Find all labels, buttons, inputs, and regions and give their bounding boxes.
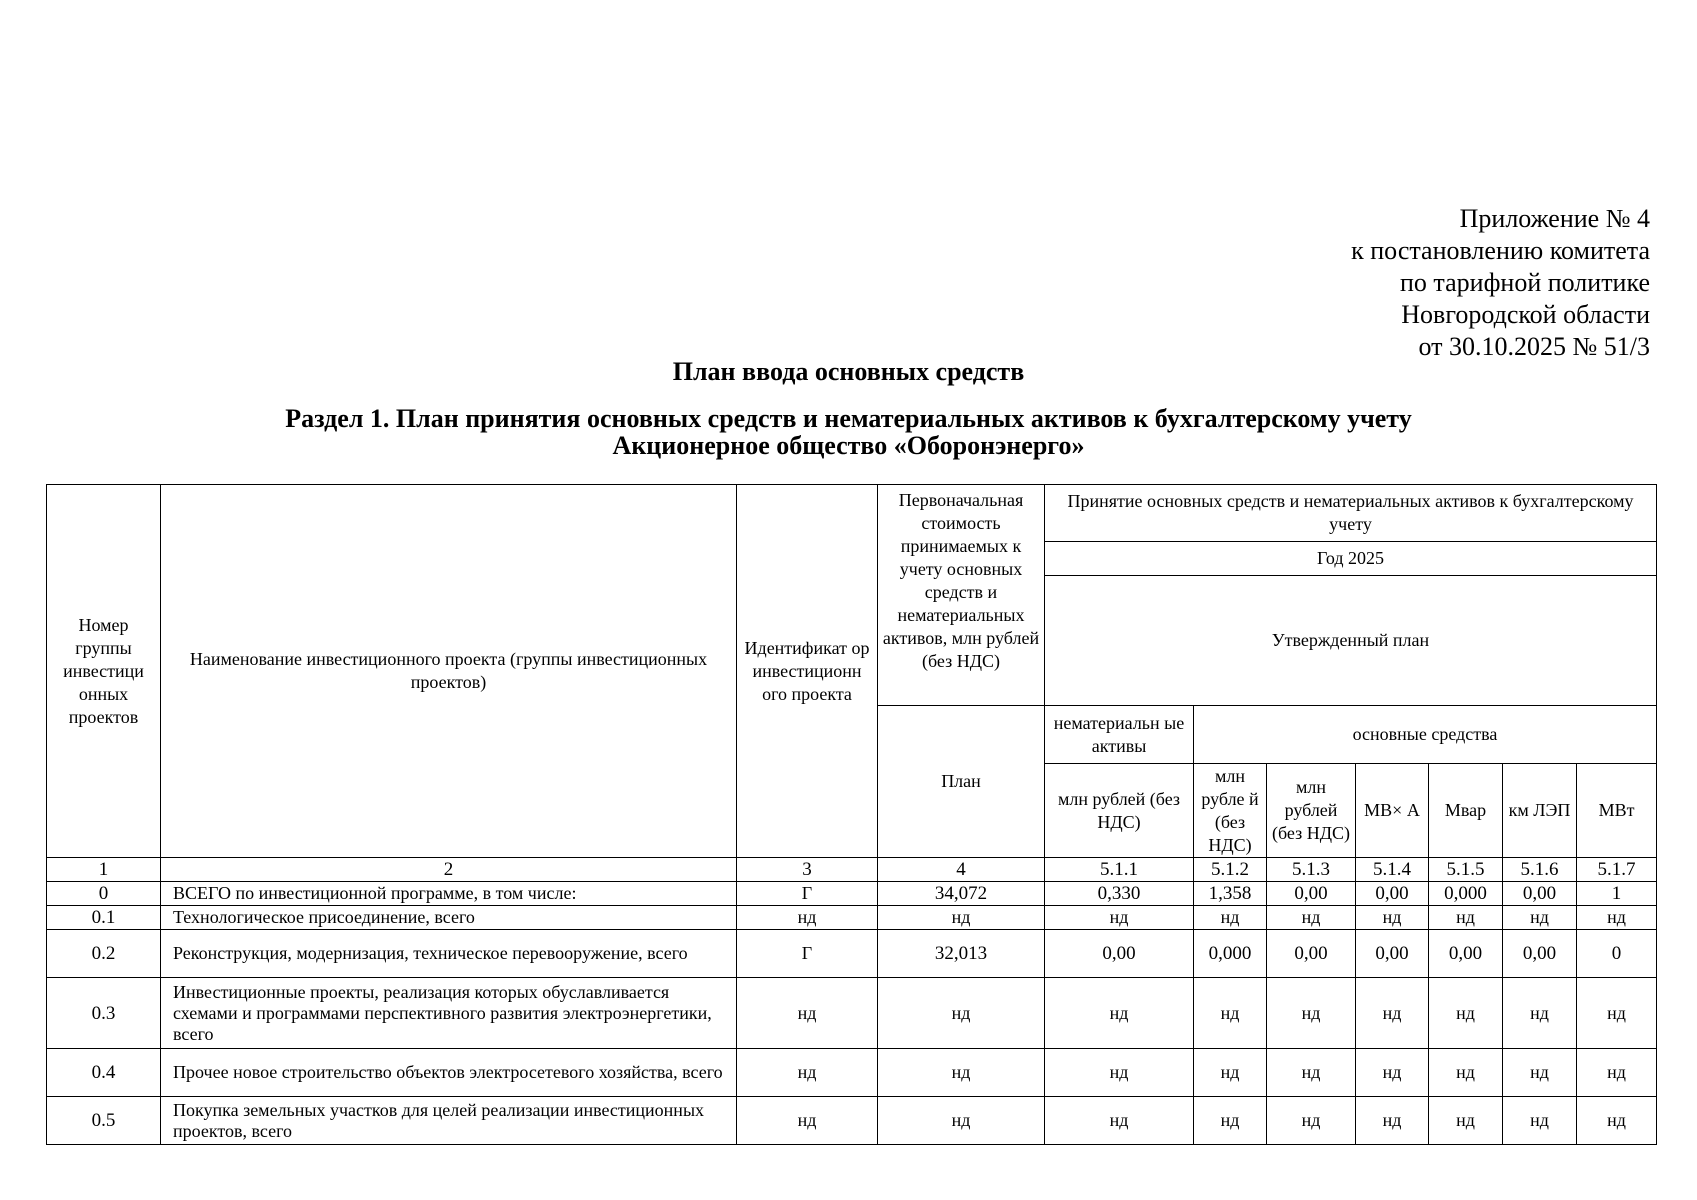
project-identifier: нд bbox=[737, 1097, 878, 1145]
value-5-1-7: 1 bbox=[1577, 882, 1657, 906]
appendix-note bbox=[1351, 203, 1650, 363]
header-project-name: Наименование инвестиционного проекта (группы инвестиционных проектов) bbox=[161, 485, 737, 858]
value-5-1-1: 0,00 bbox=[1045, 930, 1194, 978]
project-identifier: Г bbox=[737, 882, 878, 906]
value-5-1-5: нд bbox=[1429, 1097, 1503, 1145]
value-5-1-5: 0,000 bbox=[1429, 882, 1503, 906]
value-5-1-3: нд bbox=[1267, 1097, 1356, 1145]
value-5-1-6: нд bbox=[1503, 978, 1577, 1049]
value-5-1-6: 0,00 bbox=[1503, 882, 1577, 906]
initial-cost: 34,072 bbox=[878, 882, 1045, 906]
header-unit-km: км ЛЭП bbox=[1503, 764, 1577, 858]
column-number-row bbox=[47, 858, 1657, 882]
value-5-1-5: нд bbox=[1429, 1049, 1503, 1097]
header-year: Год 2025 bbox=[1045, 542, 1657, 576]
value-5-1-3: нд bbox=[1267, 1049, 1356, 1097]
value-5-1-1: нд bbox=[1045, 906, 1194, 930]
column-number: 5.1.6 bbox=[1503, 858, 1577, 882]
column-number: 1 bbox=[47, 858, 161, 882]
header-unit-fixed-rub-2: млн рублей (без НДС) bbox=[1267, 764, 1356, 858]
initial-cost: нд bbox=[878, 978, 1045, 1049]
header-approved-plan: Утвержденный план bbox=[1045, 576, 1657, 706]
row-number: 0.5 bbox=[47, 1097, 161, 1145]
header-fixed-assets: основные средства bbox=[1194, 706, 1657, 764]
project-identifier: Г bbox=[737, 930, 878, 978]
value-5-1-4: 0,00 bbox=[1356, 930, 1429, 978]
appendix-line-4: Новгородской области bbox=[1401, 300, 1650, 329]
value-5-1-4: 0,00 bbox=[1356, 882, 1429, 906]
column-number: 5.1.1 bbox=[1045, 858, 1194, 882]
header-unit-fixed-rub-1: млн рубле й (без НДС) bbox=[1194, 764, 1267, 858]
table-row bbox=[47, 1097, 1657, 1145]
value-5-1-7: нд bbox=[1577, 978, 1657, 1049]
value-5-1-7: нд bbox=[1577, 1049, 1657, 1097]
column-number: 5.1.2 bbox=[1194, 858, 1267, 882]
initial-cost: 32,013 bbox=[878, 930, 1045, 978]
value-5-1-3: нд bbox=[1267, 906, 1356, 930]
row-number: 0.1 bbox=[47, 906, 161, 930]
column-number: 4 bbox=[878, 858, 1045, 882]
fixed-assets-plan-table bbox=[46, 484, 1657, 1145]
value-5-1-2: нд bbox=[1194, 906, 1267, 930]
row-number: 0.2 bbox=[47, 930, 161, 978]
value-5-1-2: 1,358 bbox=[1194, 882, 1267, 906]
header-unit-mw: МВт bbox=[1577, 764, 1657, 858]
appendix-line-5: от 30.10.2025 № 51/3 bbox=[1418, 332, 1650, 361]
value-5-1-1: нд bbox=[1045, 1097, 1194, 1145]
header-plan: План bbox=[878, 706, 1045, 858]
value-5-1-2: 0,000 bbox=[1194, 930, 1267, 978]
project-identifier: нд bbox=[737, 1049, 878, 1097]
value-5-1-4: нд bbox=[1356, 978, 1429, 1049]
organization-name: Акционерное общество «Оборонэнерго» bbox=[612, 431, 1085, 460]
column-number: 5.1.5 bbox=[1429, 858, 1503, 882]
column-number: 5.1.4 bbox=[1356, 858, 1429, 882]
table-row bbox=[47, 906, 1657, 930]
project-identifier: нд bbox=[737, 906, 878, 930]
header-unit-mva: МВ× А bbox=[1356, 764, 1429, 858]
row-number: 0.4 bbox=[47, 1049, 161, 1097]
project-name: Инвестиционные проекты, реализация которых обуславливается схемами и программами перспективного развития электроэнергетики, всего bbox=[161, 978, 737, 1049]
value-5-1-3: нд bbox=[1267, 978, 1356, 1049]
section-title: Раздел 1. План принятия основных средств и нематериальных активов к бухгалтерскому учету bbox=[285, 404, 1412, 433]
value-5-1-1: нд bbox=[1045, 978, 1194, 1049]
appendix-line-1: Приложение № 4 bbox=[1459, 204, 1650, 233]
value-5-1-7: нд bbox=[1577, 1097, 1657, 1145]
value-5-1-5: 0,00 bbox=[1429, 930, 1503, 978]
value-5-1-7: нд bbox=[1577, 906, 1657, 930]
project-identifier: нд bbox=[737, 978, 878, 1049]
table-row bbox=[47, 930, 1657, 978]
value-5-1-4: нд bbox=[1356, 1049, 1429, 1097]
value-5-1-1: нд bbox=[1045, 1049, 1194, 1097]
value-5-1-4: нд bbox=[1356, 906, 1429, 930]
column-number: 2 bbox=[161, 858, 737, 882]
value-5-1-3: 0,00 bbox=[1267, 882, 1356, 906]
column-number: 5.1.7 bbox=[1577, 858, 1657, 882]
value-5-1-2: нд bbox=[1194, 978, 1267, 1049]
appendix-line-3: по тарифной политике bbox=[1400, 268, 1650, 297]
header-unit-intangible-rub: млн рублей (без НДС) bbox=[1045, 764, 1194, 858]
value-5-1-2: нд bbox=[1194, 1049, 1267, 1097]
header-acceptance: Принятие основных средств и нематериальных активов к бухгалтерскому учету bbox=[1045, 485, 1657, 542]
project-name: Покупка земельных участков для целей реализации инвестиционных проектов, всего bbox=[161, 1097, 737, 1145]
row-number: 0 bbox=[47, 882, 161, 906]
value-5-1-6: нд bbox=[1503, 906, 1577, 930]
header-intangible-assets: нематериальн ые активы bbox=[1045, 706, 1194, 764]
initial-cost: нд bbox=[878, 906, 1045, 930]
value-5-1-1: 0,330 bbox=[1045, 882, 1194, 906]
column-number: 3 bbox=[737, 858, 878, 882]
header-initial-cost: Первоначальная стоимость принимаемых к учету основных средств и нематериальных активов, млн рублей (без НДС) bbox=[878, 485, 1045, 706]
value-5-1-6: 0,00 bbox=[1503, 930, 1577, 978]
header-identifier: Идентификат ор инвестиционн ого проекта bbox=[737, 485, 878, 858]
initial-cost: нд bbox=[878, 1097, 1045, 1145]
value-5-1-6: нд bbox=[1503, 1049, 1577, 1097]
value-5-1-5: нд bbox=[1429, 978, 1503, 1049]
header-group-number: Номер группы инвестици онных проектов bbox=[47, 485, 161, 858]
document-title: План ввода основных средств bbox=[672, 357, 1025, 386]
value-5-1-7: 0 bbox=[1577, 930, 1657, 978]
value-5-1-4: нд bbox=[1356, 1097, 1429, 1145]
value-5-1-6: нд bbox=[1503, 1097, 1577, 1145]
project-name: Прочее новое строительство объектов электросетевого хозяйства, всего bbox=[161, 1049, 737, 1097]
initial-cost: нд bbox=[878, 1049, 1045, 1097]
table-row bbox=[47, 882, 1657, 906]
column-number: 5.1.3 bbox=[1267, 858, 1356, 882]
table-row bbox=[47, 978, 1657, 1049]
row-number: 0.3 bbox=[47, 978, 161, 1049]
appendix-line-2: к постановлению комитета bbox=[1351, 236, 1650, 265]
section-heading bbox=[0, 405, 1697, 459]
value-5-1-2: нд bbox=[1194, 1097, 1267, 1145]
header-unit-mvar: Мвар bbox=[1429, 764, 1503, 858]
project-name: Технологическое присоединение, всего bbox=[161, 906, 737, 930]
table-row bbox=[47, 1049, 1657, 1097]
project-name: ВСЕГО по инвестиционной программе, в том числе: bbox=[161, 882, 737, 906]
value-5-1-3: 0,00 bbox=[1267, 930, 1356, 978]
value-5-1-5: нд bbox=[1429, 906, 1503, 930]
project-name: Реконструкция, модернизация, техническое перевооружение, всего bbox=[161, 930, 737, 978]
